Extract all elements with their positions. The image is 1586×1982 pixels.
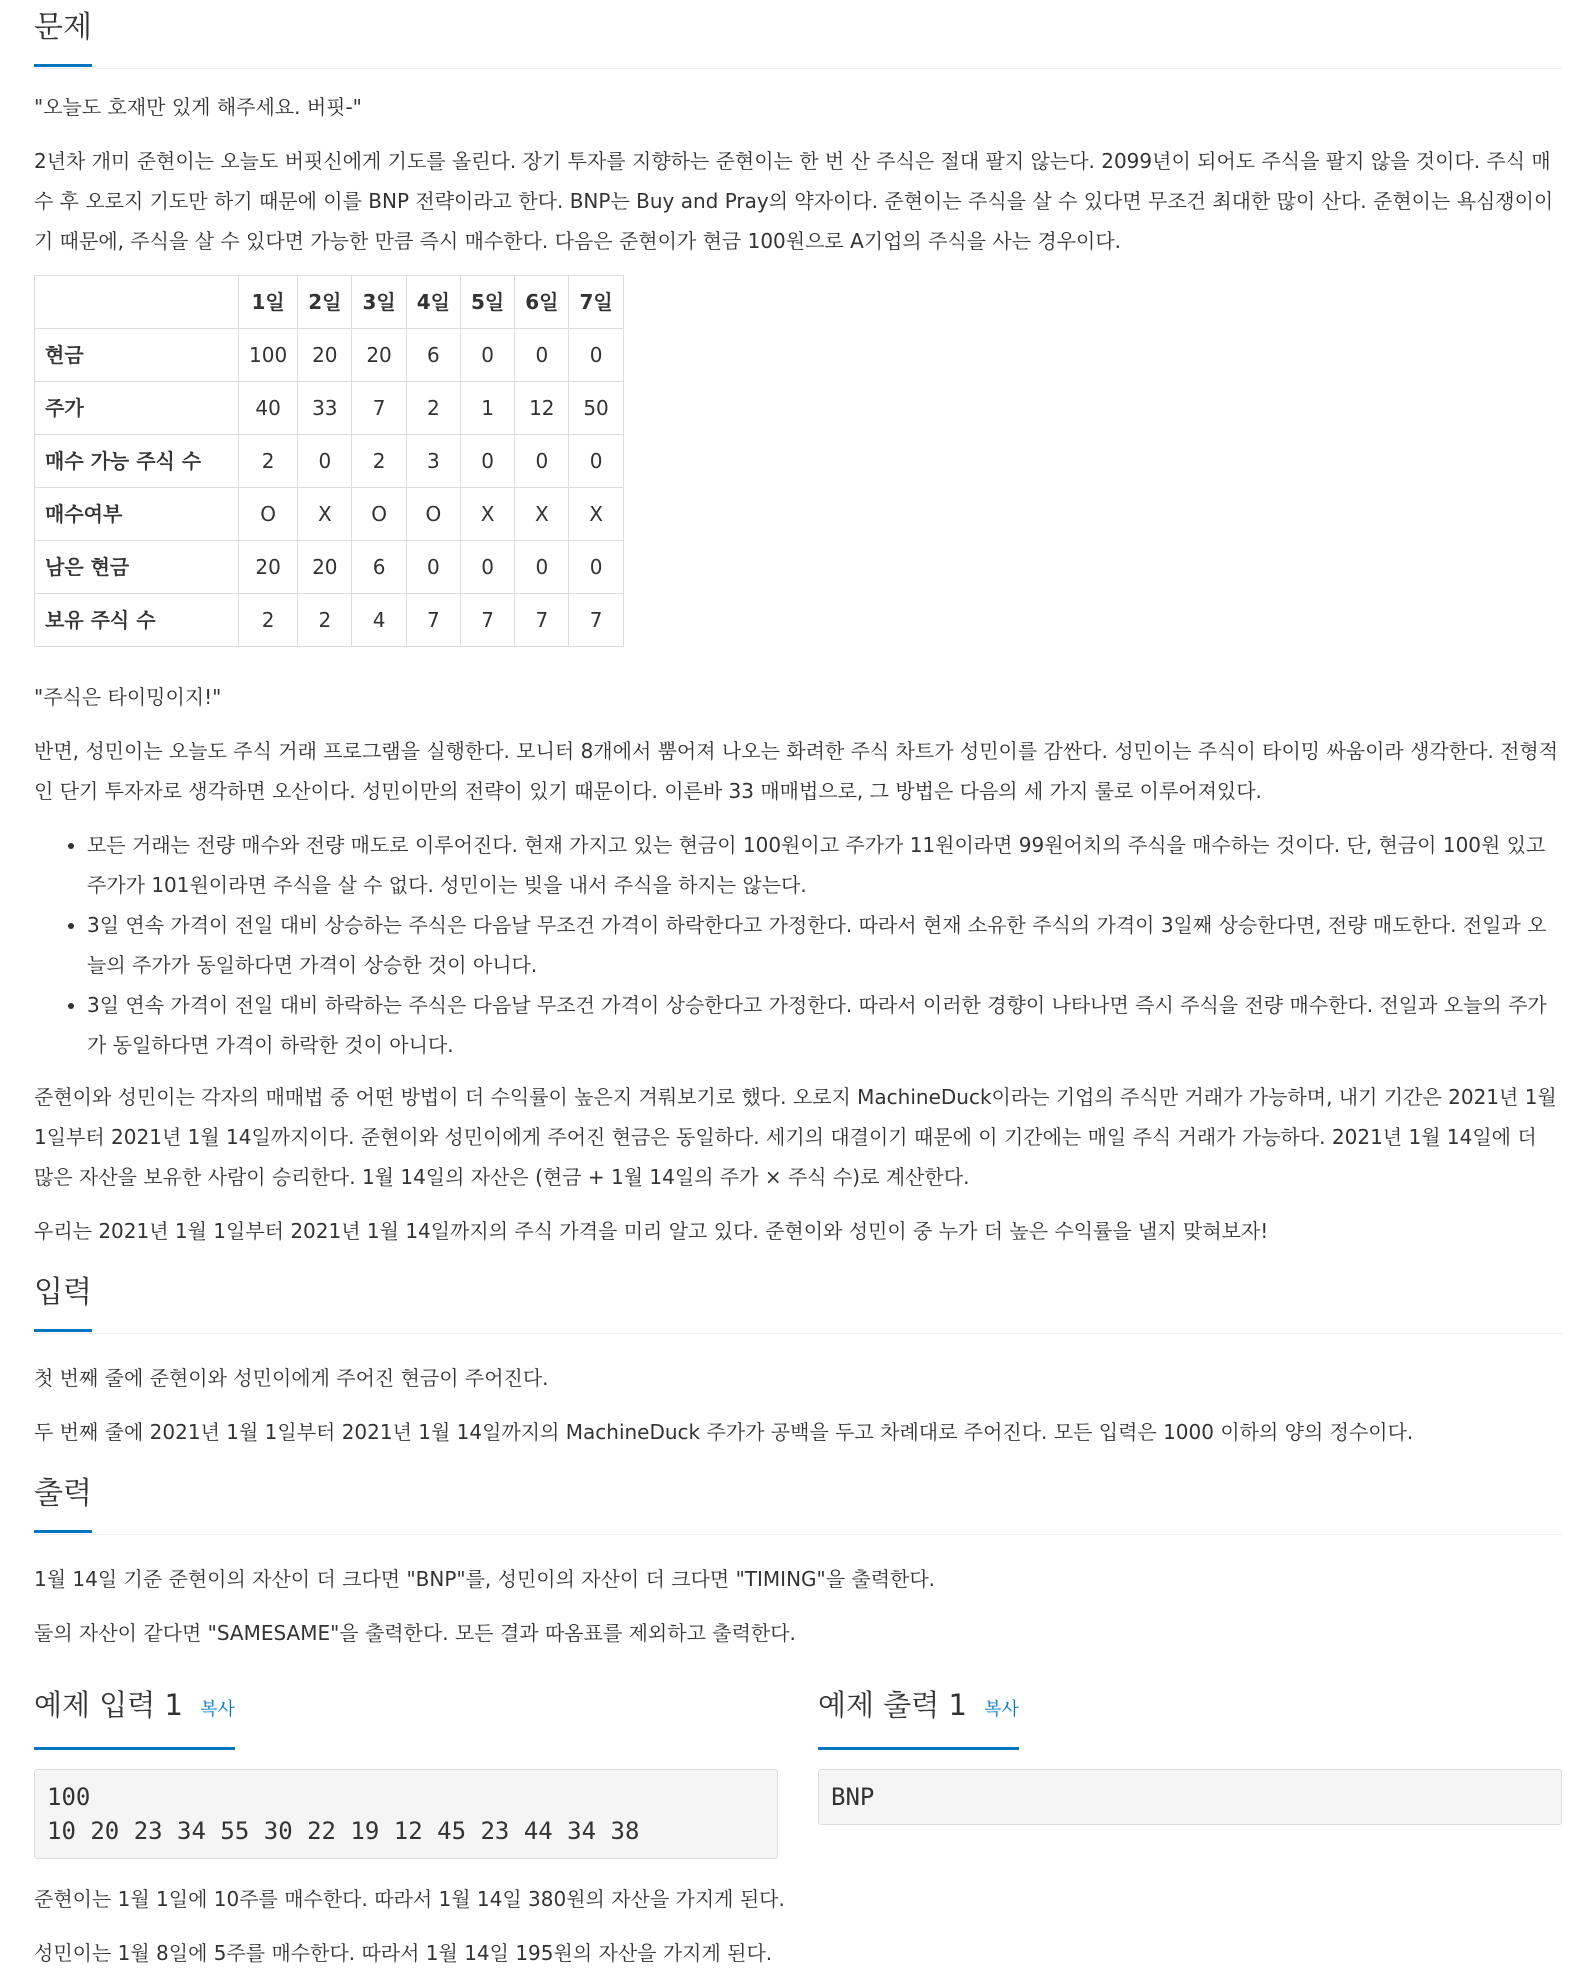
- table-row-label: 매수여부: [35, 488, 239, 541]
- table-row: [35, 329, 624, 382]
- table-cell: 2: [239, 435, 298, 488]
- list-item: • 모든 거래는 전량 매수와 전량 매도로 이루어진다. 현재 가지고 있는 현금이 100원이고 주가가 11원이라면 99원어치의 주식을 매수하는 것이다. 단, 현금이 100원 있고 주가가 101원이라면 주식을 살 수 없다. 성민이는 빚을 내서 주식을 하지는 않는다.: [87, 825, 1562, 905]
- input-line: 첫 번째 줄에 준현이와 성민이에게 주어진 현금이 주어진다.: [34, 1366, 549, 1390]
- sample-output-title: [818, 1677, 1019, 1738]
- table-header-cell: 1일: [239, 276, 298, 329]
- sample-output-title-text: 예제 출력 1: [818, 1688, 967, 1722]
- paragraph-contest: 준현이와 성민이는 각자의 매매법 중 어떤 방법이 더 수익률이 높은지 겨뤄보기로 했다. 오로지 MachineDuck이라는 기업의 주식만 거래가 가능하며, 내기 기간은 2021년 1월 1일부터 2021년 1월 14일까지이다. 준현이와 성민이에게 주어진 현금은 동일하다. 세기의 대결이기 때문에 이 기간에는 매일 주식 거래가 가능하다. 2021년 1월 14일에 더 많은 자산을 보유한 사람이 승리한다. 1월 14일의 자산은 (현금 + 1월 14일의 주가 × 주식 수)로 계산한다.: [34, 1085, 1557, 1189]
- table-cell: 0: [515, 541, 569, 594]
- table-cell: 0: [460, 435, 514, 488]
- table-cell: 12: [515, 382, 569, 435]
- problem-title: 문제: [34, 0, 92, 56]
- table-body: [35, 329, 624, 647]
- table-cell: 40: [239, 382, 298, 435]
- table-cell: 2: [239, 594, 298, 647]
- table-row: [35, 541, 624, 594]
- paragraph-goal: 우리는 2021년 1월 1일부터 2021년 1월 14일까지의 주식 가격을 미리 알고 있다. 준현이와 성민이 중 누가 더 높은 수익률을 낼지 맞혀보자!: [34, 1219, 1269, 1243]
- table-cell: 2: [298, 594, 352, 647]
- sample-input-title-text: 예제 입력 1: [34, 1688, 183, 1722]
- output-title: 출력: [34, 1466, 92, 1522]
- input-line: 두 번째 줄에 2021년 1월 1일부터 2021년 1월 14일까지의 MachineDuck 주가가 공백을 두고 차례대로 주어진다. 모든 입력은 1000 이하의 양의 정수이다.: [34, 1420, 1414, 1444]
- table-row: [35, 382, 624, 435]
- table-cell: 7: [352, 382, 406, 435]
- table-cell: 7: [515, 594, 569, 647]
- table-cell: O: [239, 488, 298, 541]
- table-header-cell: 5일: [460, 276, 514, 329]
- table-cell: 7: [406, 594, 460, 647]
- table-cell: 33: [298, 382, 352, 435]
- table-cell: 7: [460, 594, 514, 647]
- table-header-row: [35, 276, 624, 329]
- table-cell: 6: [352, 541, 406, 594]
- sample-input-title: [34, 1677, 235, 1738]
- quote-timing: "주식은 타이밍이지!": [34, 685, 222, 709]
- table-header-cell: 6일: [515, 276, 569, 329]
- sample-output-code: BNP: [818, 1769, 1562, 1825]
- table-header-cell: 4일: [406, 276, 460, 329]
- table-cell: 2: [406, 382, 460, 435]
- table-header-cell: 2일: [298, 276, 352, 329]
- table-cell: X: [298, 488, 352, 541]
- table-row-label: 현금: [35, 329, 239, 382]
- problem-section-header: [34, 0, 1562, 69]
- rules-list: [34, 825, 1562, 1065]
- table-cell: 0: [460, 329, 514, 382]
- table-cell: 6: [406, 329, 460, 382]
- table-cell: 4: [352, 594, 406, 647]
- sample-output-block: [818, 1677, 1562, 1879]
- samples: [34, 1677, 1562, 1879]
- table-cell: 7: [569, 594, 623, 647]
- input-title: 입력: [34, 1265, 92, 1321]
- sample-output-header: [818, 1677, 1562, 1743]
- output-body: [34, 1535, 1562, 1653]
- copy-sample-input-button[interactable]: 복사: [200, 1699, 235, 1720]
- table-cell: 0: [406, 541, 460, 594]
- table-row-label: 남은 현금: [35, 541, 239, 594]
- table-cell: 100: [239, 329, 298, 382]
- table-cell: 20: [298, 329, 352, 382]
- table-cell: 1: [460, 382, 514, 435]
- table-cell: 0: [298, 435, 352, 488]
- explanation-line: 준현이는 1월 1일에 10주를 매수한다. 따라서 1월 14일 380원의 자산을 가지게 된다.: [34, 1887, 785, 1911]
- input-section-header: [34, 1265, 1562, 1334]
- sample-input-block: [34, 1677, 778, 1879]
- sample-explanation: [34, 1879, 1562, 1973]
- table-cell: X: [460, 488, 514, 541]
- table-row: [35, 594, 624, 647]
- list-item: • 3일 연속 가격이 전일 대비 하락하는 주식은 다음날 무조건 가격이 상승한다고 가정한다. 따라서 이러한 경향이 나타나면 즉시 주식을 전량 매수한다. 전일과 오늘의 주가가 동일하다면 가격이 하락한 것이 아니다.: [87, 985, 1562, 1065]
- table-cell: 0: [515, 435, 569, 488]
- problem-page: [34, 0, 1562, 1973]
- table-cell: 2: [352, 435, 406, 488]
- table-cell: 0: [569, 541, 623, 594]
- output-section-header: [34, 1466, 1562, 1535]
- table-cell: 3: [406, 435, 460, 488]
- table-cell: X: [515, 488, 569, 541]
- table-row-label: 주가: [35, 382, 239, 435]
- list-item: • 3일 연속 가격이 전일 대비 상승하는 주식은 다음날 무조건 가격이 하락한다고 가정한다. 따라서 현재 소유한 주식의 가격이 3일째 상승한다면, 전량 매도한다. 전일과 오늘의 주가가 동일하다면 가격이 상승한 것이 아니다.: [87, 905, 1562, 985]
- output-line: 1월 14일 기준 준현이의 자산이 더 크다면 "BNP"를, 성민이의 자산이 더 크다면 "TIMING"을 출력한다.: [34, 1567, 936, 1591]
- explanation-line: 성민이는 1월 8일에 5주를 매수한다. 따라서 1월 14일 195원의 자산을 가지게 된다.: [34, 1941, 773, 1965]
- table-cell: X: [569, 488, 623, 541]
- table-row: [35, 435, 624, 488]
- table-cell: 50: [569, 382, 623, 435]
- output-line: 둘의 자산이 같다면 "SAMESAME"을 출력한다. 모든 결과 따옴표를 제외하고 출력한다.: [34, 1621, 796, 1645]
- table-cell: 0: [569, 435, 623, 488]
- table-cell: 20: [352, 329, 406, 382]
- table-row-label: 매수 가능 주식 수: [35, 435, 239, 488]
- table-cell: 0: [515, 329, 569, 382]
- table-header-cell: 7일: [569, 276, 623, 329]
- table-cell: O: [406, 488, 460, 541]
- sample-input-code: 100 10 20 23 34 55 30 22 19 12 45 23 44 34 38: [34, 1769, 778, 1859]
- bnp-example-table: [34, 275, 624, 647]
- table-cell: O: [352, 488, 406, 541]
- paragraph-bnp: 2년차 개미 준현이는 오늘도 버핏신에게 기도를 올린다. 장기 투자를 지향하는 준현이는 한 번 산 주식은 절대 팔지 않는다. 2099년이 되어도 주식을 팔지 않을 것이다. 주식 매수 후 오로지 기도만 하기 때문에 이를 BNP 전략이라고 한다. BNP는 Buy and Pray의 약자이다. 준현이는 주식을 살 수 있다면 무조건 최대한 많이 산다. 준현이는 욕심쟁이이기 때문에, 주식을 살 수 있다면 가능한 만큼 즉시 매수한다. 다음은 준현이가 현금 100원으로 A기업의 주식을 사는 경우이다.: [34, 149, 1554, 253]
- quote-buffett: "오늘도 호재만 있게 해주세요. 버핏-": [34, 95, 362, 119]
- table-row: [35, 488, 624, 541]
- copy-sample-output-button[interactable]: 복사: [984, 1699, 1019, 1720]
- table-cell: 20: [298, 541, 352, 594]
- table-cell: 0: [460, 541, 514, 594]
- table-cell: 0: [569, 329, 623, 382]
- input-body: [34, 1334, 1562, 1452]
- sample-input-header: [34, 1677, 778, 1743]
- table-header-cell: [35, 276, 239, 329]
- table-header-cell: 3일: [352, 276, 406, 329]
- paragraph-timing: 반면, 성민이는 오늘도 주식 거래 프로그램을 실행한다. 모니터 8개에서 뿜어져 나오는 화려한 주식 차트가 성민이를 감싼다. 성민이는 주식이 타이밍 싸움이라 생각한다. 전형적인 단기 투자자로 생각하면 오산이다. 성민이만의 전략이 있기 때문이다. 이른바 33 매매법으로, 그 방법은 다음의 세 가지 룰로 이루어져있다.: [34, 739, 1559, 803]
- table-cell: 20: [239, 541, 298, 594]
- problem-body: [34, 69, 1562, 1251]
- table-row-label: 보유 주식 수: [35, 594, 239, 647]
